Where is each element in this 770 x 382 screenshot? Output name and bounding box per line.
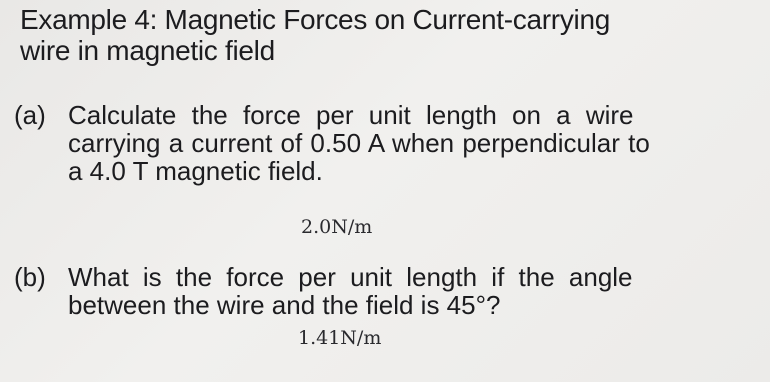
question-a-line-1: Calculate the force per unit length on a wire <box>68 100 634 130</box>
question-a-label: (a) <box>14 100 46 130</box>
question-a-line-3: a 4.0 T magnetic field. <box>68 156 323 186</box>
page-title <box>20 4 720 66</box>
answer-a: 2.0N/m <box>301 216 373 238</box>
title-line-2: wire in magnetic field <box>20 35 275 66</box>
question-b-text <box>68 263 708 319</box>
question-b-label: (b) <box>14 262 46 292</box>
answer-b: 1.41N/m <box>298 327 382 349</box>
title-line-1: Example 4: Magnetic Forces on Current-carrying <box>20 4 610 35</box>
question-b-line-1: What is the force per unit length if the angle <box>68 262 633 292</box>
question-b-line-2: between the wire and the field is 45°? <box>68 290 501 320</box>
question-a-line-2: carrying a current of 0.50 A when perpendicular to <box>68 128 650 158</box>
question-a-text <box>68 101 708 185</box>
